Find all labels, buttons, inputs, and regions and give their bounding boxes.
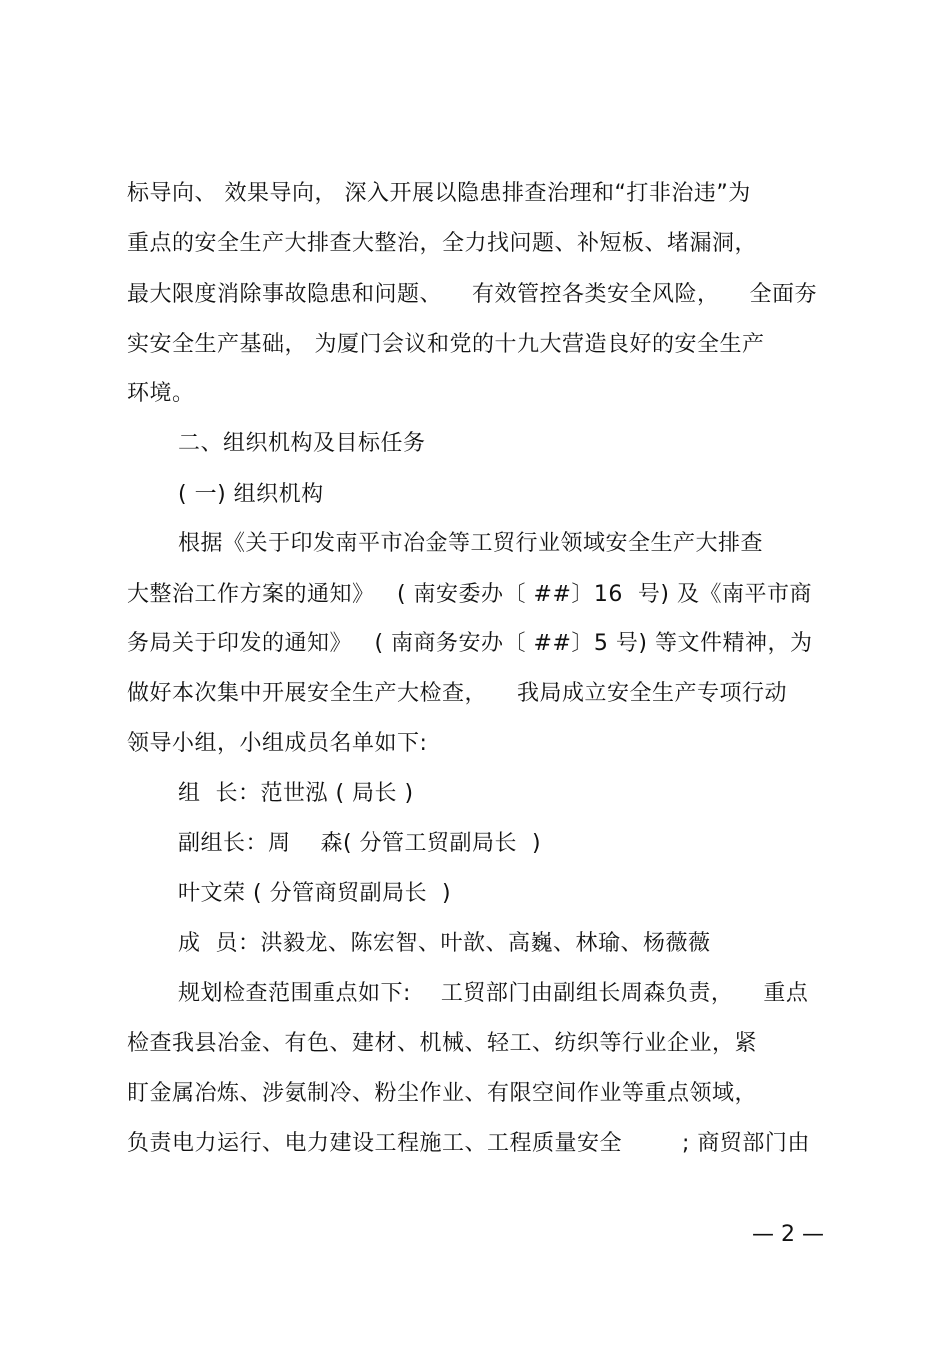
page-number: — 2 —	[752, 1222, 824, 1247]
text-line: 重点的安全生产大排查大整治，全力找问题、补短板、堵漏洞，	[127, 231, 758, 256]
member-line: 副组长：周 森( 分管工贸副局长 )	[178, 831, 542, 856]
member-line: 叶文荣 ( 分管商贸副局长 )	[178, 881, 452, 906]
text-line: 做好本次集中开展安全生产大检查， 我局成立安全生产专项行动	[127, 681, 787, 706]
text-line: 根据《关于印发南平市冶金等工贸行业领域安全生产大排查	[178, 531, 764, 556]
member-line: 成 员：洪毅龙、陈宏智、叶歆、高巍、林瑜、杨薇薇	[178, 931, 711, 956]
text-line: 规划检查范围重点如下: 工贸部门由副组长周森负责， 重点	[178, 981, 809, 1006]
text-line: 标导向、 效果导向， 深入开展以隐患排查治理和“打非治违”为	[127, 181, 751, 206]
text-line: 负责电力运行、电力建设工程施工、工程质量安全 ; 商贸部门由	[127, 1131, 810, 1156]
text-line: 领导小组，小组成员名单如下:	[127, 731, 428, 756]
text-line: 环境。	[127, 381, 195, 406]
member-line: 组 长：范世泓 ( 局长 )	[178, 781, 414, 806]
text-line: 务局关于印发的通知》 ( 南商务安办〔 ##〕5 号) 等文件精神，为	[127, 631, 813, 656]
section-heading: 二、组织机构及目标任务	[178, 431, 426, 456]
text-line: 检查我县冶金、有色、建材、机械、轻工、纺织等行业企业，紧	[127, 1031, 758, 1056]
text-line: 实安全生产基础， 为厦门会议和党的十九大营造良好的安全生产	[127, 332, 765, 357]
text-line: 最大限度消除事故隐患和问题、 有效管控各类安全风险， 全面夯	[127, 282, 817, 307]
text-line: 大整治工作方案的通知》 ( 南安委办〔 ##〕16 号) 及《南平市商	[127, 582, 812, 607]
subsection-heading: ( 一) 组织机构	[178, 482, 324, 507]
text-line: 盯金属冶炼、涉氨制冷、粉尘作业、有限空间作业等重点领域，	[127, 1081, 758, 1106]
